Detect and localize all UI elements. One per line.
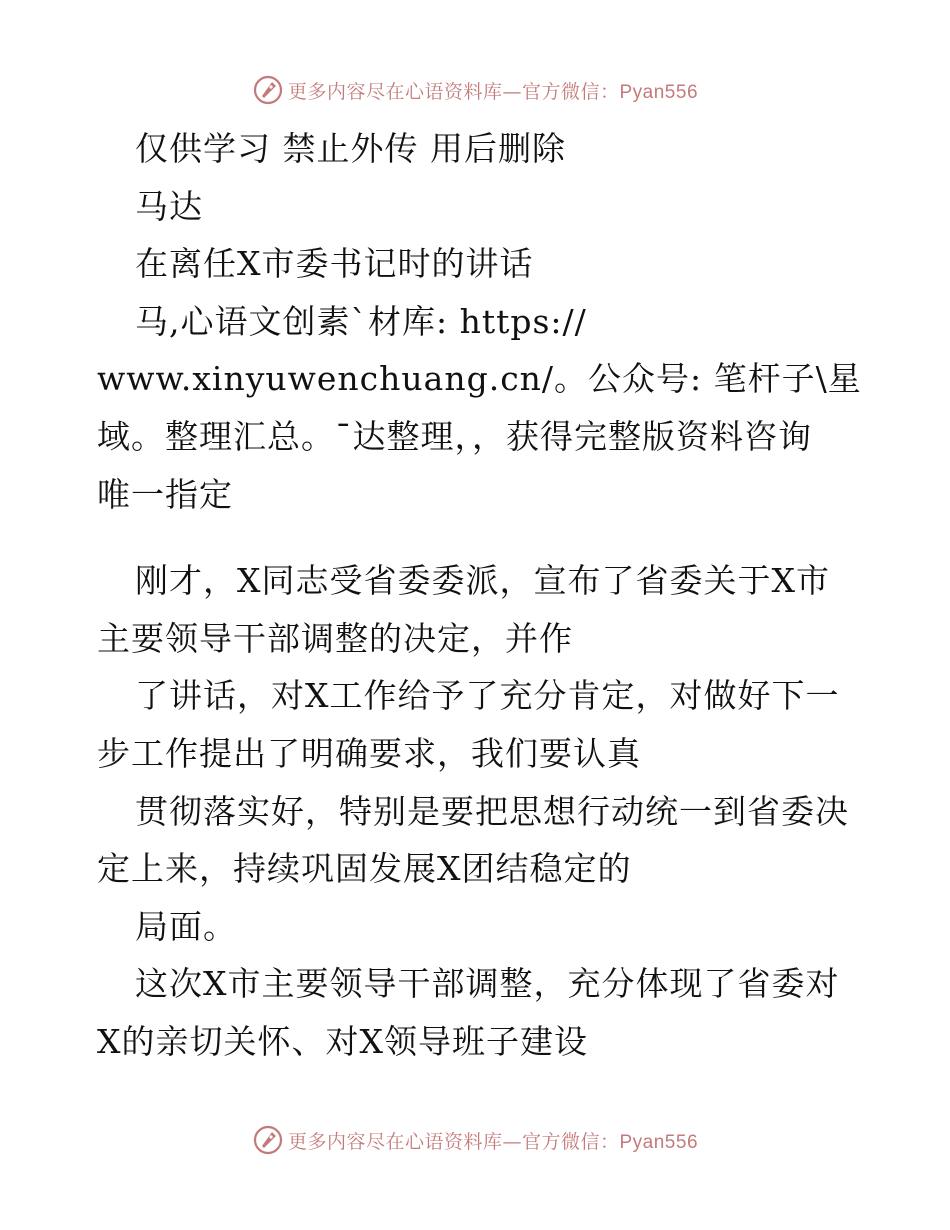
document-title: 在离任X市委书记时的讲话 — [135, 244, 534, 284]
header-banner-text: 更多内容尽在心语资料库—官方微信：Pyan556 — [287, 80, 699, 103]
header-wechat-id: Pyan556 — [619, 81, 699, 103]
source-line: www.xinyuwenchuang.cn/。公众号: 笔杆子\星 — [97, 359, 862, 399]
paragraph-line: 主要领导干部调整的决定，并作 — [97, 618, 573, 658]
notice-line: 仅供学习 禁止外传 用后删除 — [135, 129, 566, 168]
source-line: 马,心语文创素`材库: https:// — [135, 301, 587, 341]
paragraph-line: X的亲切关怀、对X领导班子建设 — [97, 1021, 588, 1061]
paragraph-line: 刚才，X同志受省委委派，宣布了省委关于X市 — [135, 561, 830, 601]
footer-wechat-id: Pyan556 — [619, 1131, 699, 1153]
source-line: 域。整理汇总。¯达整理，，获得完整版资料咨询 — [97, 416, 812, 456]
author-line: 马达 — [135, 186, 203, 226]
paragraph-line: 定上来，持续巩固发展X团结稳定的 — [97, 849, 632, 889]
paragraph-line: 步工作提出了明确要求，我们要认真 — [97, 733, 641, 773]
header-banner — [0, 70, 950, 110]
paragraph-line: 这次X市主要领导干部调整，充分体现了省委对 — [135, 964, 840, 1004]
footer-banner-text: 更多内容尽在心语资料库—官方微信：Pyan556 — [287, 1130, 699, 1153]
paragraph-line: 贯彻落实好，特别是要把思想行动统一到省委决 — [135, 791, 849, 831]
paragraph-gap — [97, 523, 857, 552]
paragraph-line: 局面。 — [135, 906, 237, 946]
source-line: 唯一指定 — [97, 474, 233, 514]
footer-banner — [0, 1120, 950, 1160]
pen-nib-logo-icon — [252, 74, 284, 106]
document-body — [97, 120, 862, 1071]
pen-nib-logo-icon — [252, 1124, 284, 1156]
paragraph-line: 了讲话，对X工作给予了充分肯定，对做好下一 — [135, 676, 840, 716]
